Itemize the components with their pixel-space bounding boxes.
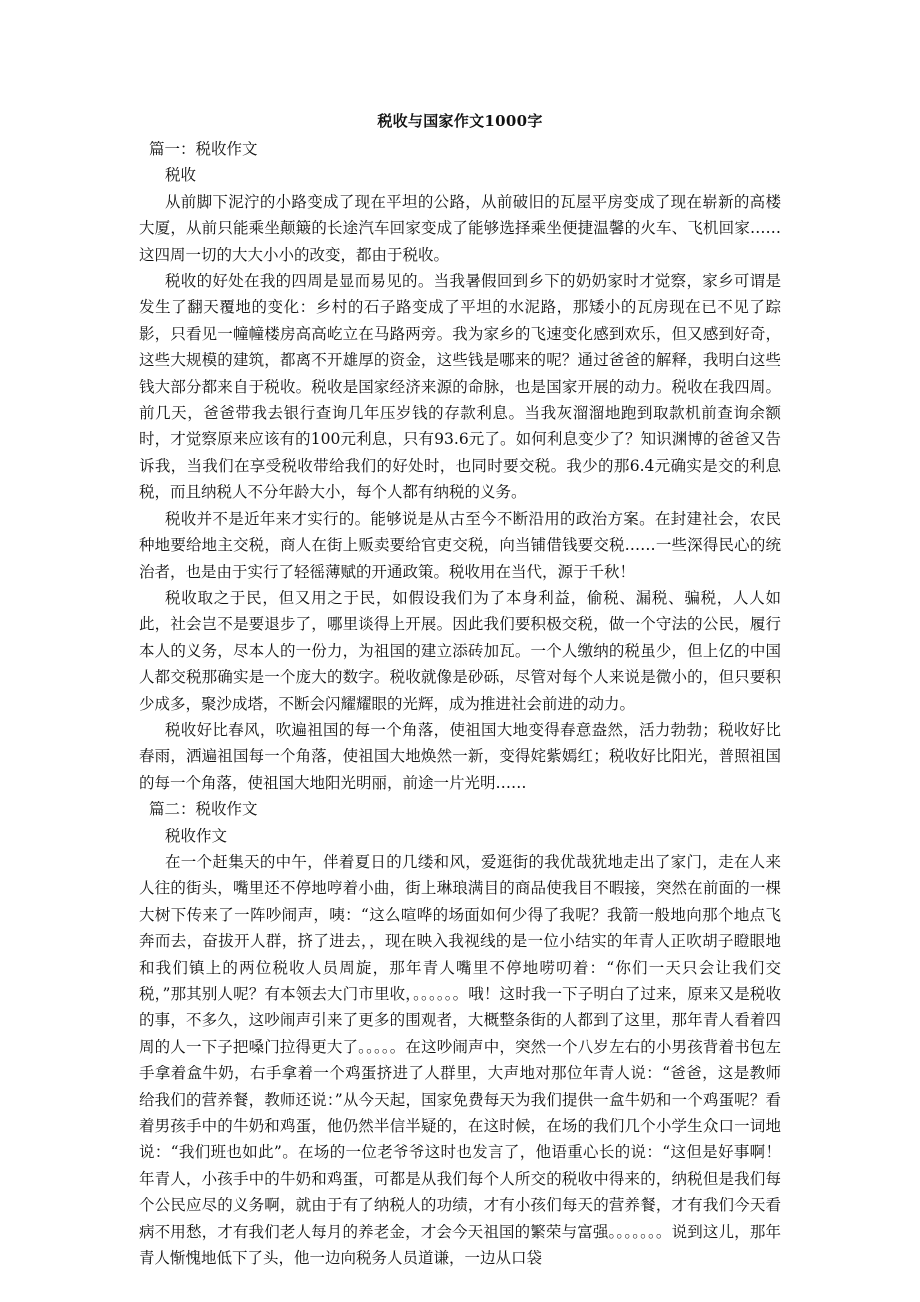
document-page xyxy=(139,108,781,1271)
document-title: 税收与国家作文1000字 xyxy=(377,112,543,130)
section-2-paragraph-1: 在一个赶集天的中午，伴着夏日的几缕和风，爱逛街的我优哉犹地走出了家门，走在人来人往的街头，嘴里还不停地哼着小曲，街上琳琅满目的商品使我目不暇接，突然在前面的一棵大树下传来了一阵吵闹声，咦：“这么喧哗的场面如何少得了我呢？我箭一般地向那个地点飞奔而去，奋拔开人群，挤了进去，，现在映入我视线的是一位小结实的年青人正吹胡子瞪眼地和我们镇上的两位税收人员周旋，那年青人嘴里不停地唠叨着：“你们一天只会让我们交税，”那其别人呢？有本领去大门市里收，。。。。。。哦！这时我一下子明白了过来，原来又是税收的事，不多久，这吵闹声引来了更多的围观者，大概整条街的人都到了这里，那年青人看着四周的人一下子把嗓门拉得更大了。。。。。在这吵闹声中，突然一个八岁左右的小男孩背着书包左手拿着盒牛奶，右手拿着一个鸡蛋挤进了人群里，大声地对那位年青人说：“爸爸，这是教师给我们的营养餐，教师还说：”从今天起，国家免费每天为我们提供一盒牛奶和一个鸡蛋呢？看着男孩手中的牛奶和鸡蛋，他仍然半信半疑的，在这时候，在场的我们几个小学生众口一词地说：“我们班也如此”。在场的一位老爷爷这时也发言了，他语重心长的说：“这但是好事啊！年青人，小孩手中的牛奶和鸡蛋，可都是从我们每个人所交的税收中得来的，纳税但是我们每个公民应尽的义务啊，就由于有了纳税人的功绩，才有小孩们每天的营养餐，才有我们今天看病不用愁，才有我们老人每月的养老金，才会今天祖国的繁荣与富强。。。。。。。说到这儿，那年青人惭愧地低下了头，他一边向税务人员道谦，一边从口袋 xyxy=(139,852,781,1268)
section-1-paragraph-5: 税收好比春风，吹遍祖国的每一个角落，使祖国大地变得春意盎然，活力勃勃；税收好比春雨，洒遍祖国每一个角落，使祖国大地焕然一新，变得姹紫嫣红；税收好比阳光，普照祖国的每一个角落，使祖国大地阳光明丽，前途一片光明…… xyxy=(139,720,781,792)
section-2-subheading: 税收作文 xyxy=(165,826,228,845)
section-1-paragraph-4: 税收取之于民，但又用之于民，如假设我们为了本身利益，偷税、漏税、骗税，人人如此，社会岂不是要退步了，哪里谈得上开展。因此我们要积极交税，做一个守法的公民，履行本人的义务，尽本人的一份力，为祖国的建立添砖加瓦。一个人缴纳的税虽少，但上亿的中国人都交税那确实是一个庞大的数字。税收就像是砂砾，尽管对每个人来说是微小的，但只要积少成多，聚沙成塔，不断会闪耀耀眼的光辉，成为推进社会前进的动力。 xyxy=(139,588,781,713)
section-1-heading: 篇一：税收作文 xyxy=(149,140,258,158)
section-1-paragraph-2: 税收的好处在我的四周是显而易见的。当我暑假回到乡下的奶奶家时才觉察，家乡可谓是发生了翻天覆地的变化：乡村的石子路变成了平坦的水泥路，那矮小的瓦房现在已不见了踪影，只看见一幢幢楼房高高屹立在马路两旁。我为家乡的飞速变化感到欢乐，但又感到好奇，这些大规模的建筑，都离不开雄厚的资金，这些钱是哪来的呢？通过爸爸的解释，我明白这些钱大部分都来自于税收。税收是国家经济来源的命脉，也是国家开展的动力。税收在我四周。前几天，爸爸带我去银行查询几年压岁钱的存款利息。当我灰溜溜地跑到取款机前查询余额时，才觉察原来应该有的100元利息，只有93.6元了。如何利息变少了？知识渊博的爸爸又告诉我，当我们在享受税收带给我们的好处时，也同时要交税。我少的那6.4元确实是交的利息税，而且纳税人不分年龄大小，每个人都有纳税的义务。 xyxy=(139,272,781,502)
section-1-paragraph-1: 从前脚下泥泞的小路变成了现在平坦的公路，从前破旧的瓦屋平房变成了现在崭新的高楼大厦，从前只能乘坐颠簸的长途汽车回家变成了能够选择乘坐便捷温馨的火车、飞机回家……这四周一切的大大小小的改变，都由于税收。 xyxy=(139,192,781,264)
section-1-paragraph-3: 税收并不是近年来才实行的。能够说是从古至今不断沿用的政治方案。在封建社会，农民种地要给地主交税，商人在街上贩卖要给官吏交税，向当铺借钱要交税……一些深得民心的统治者，也是由于实行了轻徭薄赋的开通政策。税收用在当代，源于千秋！ xyxy=(139,509,781,581)
section-2-heading: 篇二：税收作文 xyxy=(149,800,258,819)
section-1-subheading: 税收 xyxy=(165,166,197,185)
